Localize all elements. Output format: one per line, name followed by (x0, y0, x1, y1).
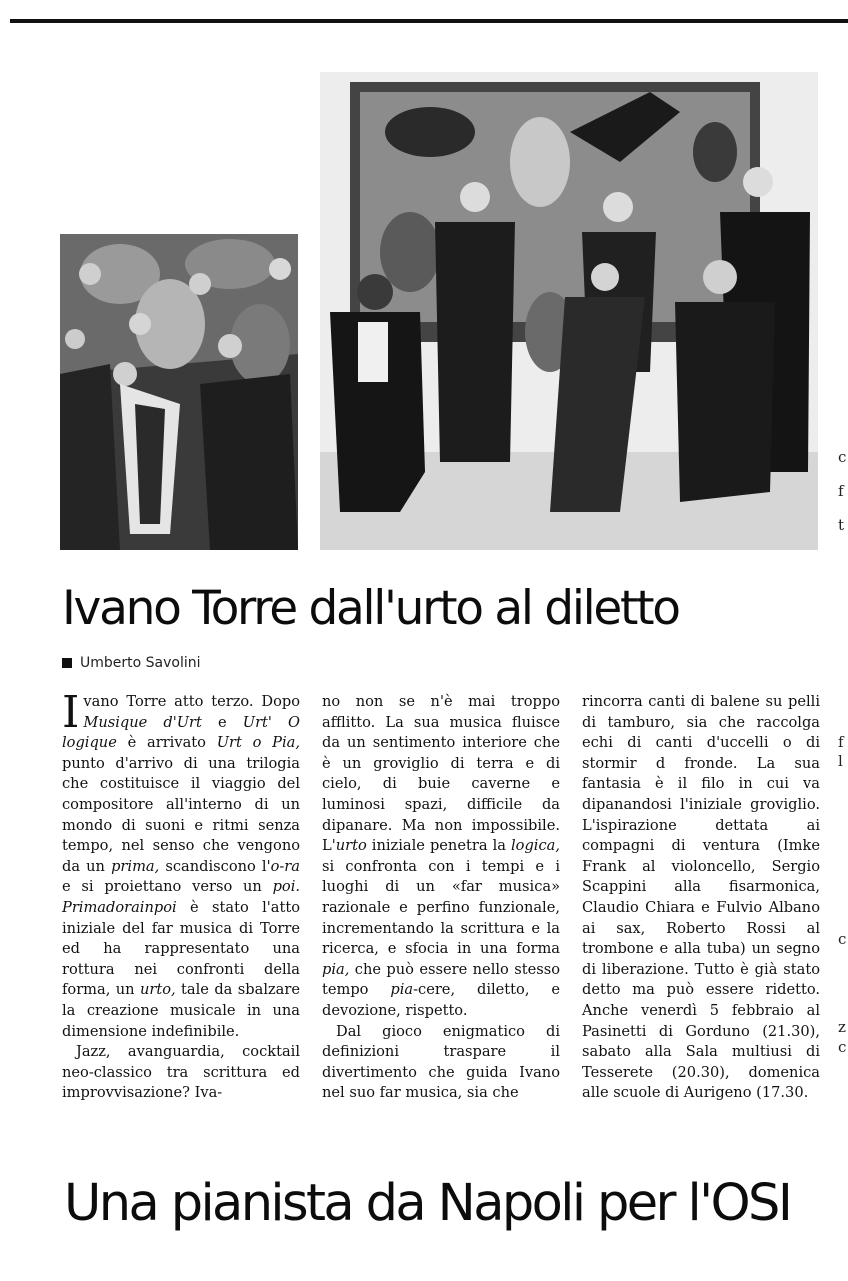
byline (62, 655, 201, 671)
edge-letter: c (838, 1038, 847, 1056)
group-photo-small (60, 234, 298, 550)
edge-letter: l (838, 752, 843, 770)
article-column-1 (62, 687, 300, 1104)
article-column-2 (322, 692, 560, 1104)
article-headline: Ivano Torre dall'urto al diletto (62, 581, 679, 636)
paragraph: Dal gioco enigmatico di definizioni traspare il divertimento che guida Ivano nel suo far musica, sia che (322, 1022, 560, 1102)
byline-author: Umberto Savolini (80, 655, 201, 671)
paragraph: Jazz, avanguardia, cocktail neo-classico tra scrittura ed improvvisazione? Iva- (62, 1043, 300, 1102)
paragraph: Ivano Torre atto terzo. Dopo Musique d'Urt e Urt' O logique è arrivato Urt o Pia, punto d'arrivo di una trilogia che costituisce il viaggio del compositore all'interno di un mondo di suoni e ritmi senza tempo, nel senso che vengono da un prima, scandiscono l'o-ra e si proiettano verso un poi. Primadorainpoi è stato l'atto iniziale del far musica di Torre ed ha rappresentato una rottura nei confronti della forma, un urto, tale da sbalzare la creazione musicale in una dimensione indefinibile. (62, 687, 300, 1040)
paragraph: rincorra canti di balene su pelli di tamburo, sia che raccolga echi di canti d'uccelli o di stormir d fronde. La sua fantasia è il filo in cui va dipanandosi l'iniziale groviglio. L'ispirazione dettata ai compagni di ventura (Imke Frank al violoncello, Sergio Scappini alla fisarmonica, Claudio Chiara e Fulvio Albano ai sax, Roberto Rossi al trombone e alla tuba) un segno di liberazione. Tutto è già stato detto ma può essere ridetto. Anche venerdì 5 febbraio al Pasinetti di Gorduno (21.30), sabato alla Sala multiusi di Tesserete (20.30), domenica alle scuole di Aurigeno (17.30. (582, 693, 820, 1102)
edge-letter: c (838, 930, 847, 948)
top-rule (10, 19, 848, 23)
drop-cap: I (62, 687, 80, 738)
next-article-headline: Una pianista da Napoli per l'OSI (64, 1174, 791, 1233)
paragraph: no non se n'è mai troppo afflitto. La sua musica fluisce da un sentimento interiore che è un groviglio di terra e di cielo, di buie caverne e luminosi spazi, difficile da dipanare. Ma non impossibile. L'urto iniziale penetra la logica, si confronta con i tempi e i luoghi di un «far musica» razionale e perfino funzionale, incrementando la scrittura e la ricerca, e sfocia in una forma pia, che può essere nello stesso tempo pia-cere, diletto, e devozione, rispetto. (322, 693, 560, 1019)
edge-letter: f (838, 482, 844, 500)
edge-letter: f (838, 733, 844, 751)
edge-letter: c (838, 448, 847, 466)
edge-letter: t (838, 516, 845, 534)
article-column-3 (582, 692, 820, 1104)
edge-letter: z (838, 1018, 846, 1036)
byline-bullet-icon (62, 658, 72, 668)
group-photo-large (320, 72, 818, 550)
